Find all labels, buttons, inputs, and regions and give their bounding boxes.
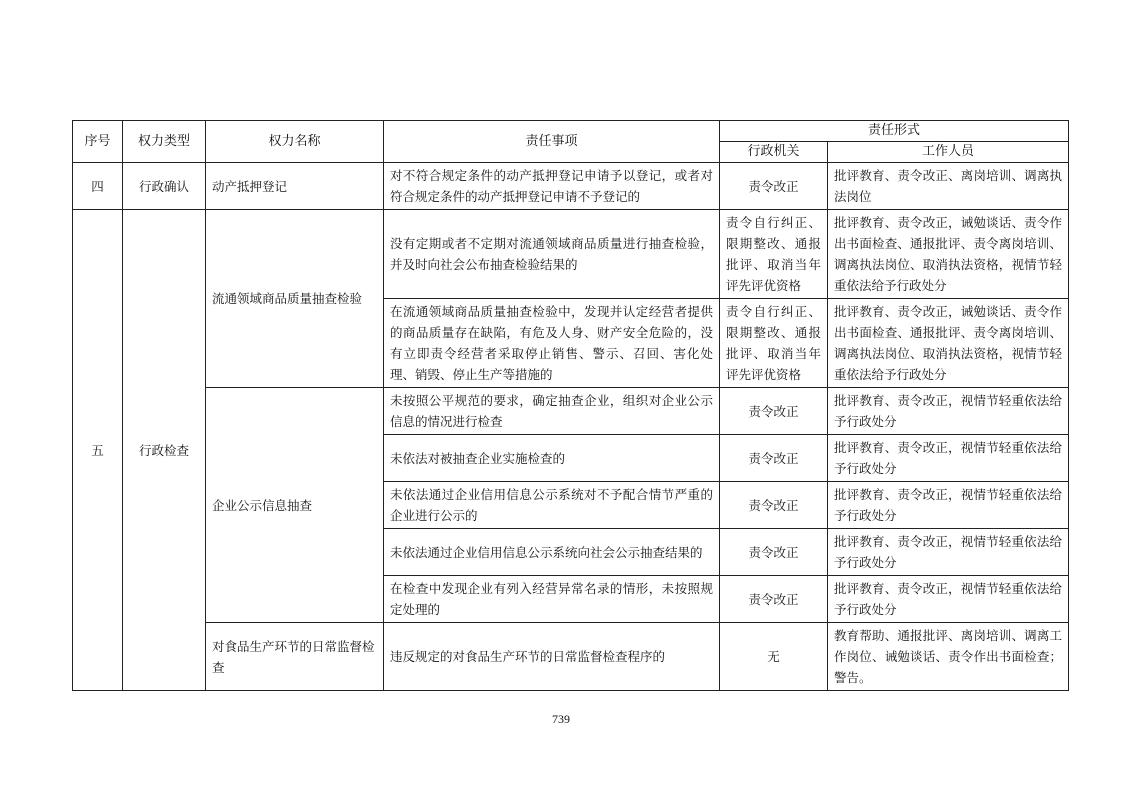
duty-cell: 未依法通过企业信用信息公示系统对不予配合情节严重的企业进行公示的 (384, 482, 720, 529)
power-type-cell: 行政确认 (123, 163, 206, 210)
duty-cell: 没有定期或者不定期对流通领域商品质量进行抽查检验，并及时向社会公布抽查检验结果的 (384, 210, 720, 299)
agency-cell: 责令改正 (720, 388, 828, 435)
staff-cell: 批评教育、责令改正，诫勉谈话、责令作出书面检查、通报批评、责令离岗培训、调离执法岗位、取消执法资格，视情节轻重依法给予行政处分 (828, 299, 1069, 388)
power-name-cell: 动产抵押登记 (206, 163, 384, 210)
seq-cell: 四 (73, 163, 123, 210)
staff-cell: 批评教育、责令改正，视情节轻重依法给予行政处分 (828, 576, 1069, 623)
header-agency: 行政机关 (720, 142, 828, 163)
table-row (73, 163, 1069, 210)
duty-cell: 未按照公平规范的要求，确定抽查企业，组织对企业公示信息的情况进行检查 (384, 388, 720, 435)
header-power-type: 权力类型 (123, 121, 206, 163)
duty-cell: 对不符合规定条件的动产抵押登记申请予以登记，或者对符合规定条件的动产抵押登记申请不予登记的 (384, 163, 720, 210)
header-form: 责任形式 (720, 121, 1069, 142)
seq-cell: 五 (73, 210, 123, 691)
power-type-cell: 行政检查 (123, 210, 206, 691)
duty-cell: 在流通领域商品质量抽查检验中，发现并认定经营者提供的商品质量存在缺陷，有危及人身、财产安全危险的，没有立即责令经营者采取停止销售、警示、召回、害化处理、销毁、停止生产等措施的 (384, 299, 720, 388)
table-row (73, 210, 1069, 299)
responsibility-table (72, 120, 1069, 691)
staff-cell: 批评教育、责令改正，视情节轻重依法给予行政处分 (828, 435, 1069, 482)
agency-cell: 无 (720, 623, 828, 691)
table-body (73, 163, 1069, 691)
header-duty: 责任事项 (384, 121, 720, 163)
staff-cell: 教育帮助、通报批评、离岗培训、调离工作岗位、诫勉谈话、责令作出书面检查；警告。 (828, 623, 1069, 691)
table-header (73, 121, 1069, 163)
power-name-cell: 对食品生产环节的日常监督检查 (206, 623, 384, 691)
agency-cell: 责令自行纠正、限期整改、通报批评、取消当年评先评优资格 (720, 299, 828, 388)
duty-cell: 违反规定的对食品生产环节的日常监督检查程序的 (384, 623, 720, 691)
power-name-cell: 企业公示信息抽查 (206, 388, 384, 623)
header-row-1 (73, 121, 1069, 142)
staff-cell: 批评教育、责令改正，视情节轻重依法给予行政处分 (828, 529, 1069, 576)
duty-cell: 在检查中发现企业有列入经营异常名录的情形，未按照规定处理的 (384, 576, 720, 623)
duty-cell: 未依法通过企业信用信息公示系统向社会公示抽查结果的 (384, 529, 720, 576)
staff-cell: 批评教育、责令改正，视情节轻重依法给予行政处分 (828, 482, 1069, 529)
agency-cell: 责令改正 (720, 163, 828, 210)
agency-cell: 责令改正 (720, 482, 828, 529)
agency-cell: 责令自行纠正、限期整改、通报批评、取消当年评先评优资格 (720, 210, 828, 299)
header-seq: 序号 (73, 121, 123, 163)
table-row (73, 623, 1069, 691)
table-row (73, 388, 1069, 435)
agency-cell: 责令改正 (720, 435, 828, 482)
duty-cell: 未依法对被抽查企业实施检查的 (384, 435, 720, 482)
staff-cell: 批评教育、责令改正，视情节轻重依法给予行政处分 (828, 388, 1069, 435)
header-staff: 工作人员 (828, 142, 1069, 163)
staff-cell: 批评教育、责令改正，诫勉谈话、责令作出书面检查、通报批评、责令离岗培训、调离执法岗位、取消执法资格，视情节轻重依法给予行政处分 (828, 210, 1069, 299)
header-power-name: 权力名称 (206, 121, 384, 163)
staff-cell: 批评教育、责令改正、离岗培训、调离执法岗位 (828, 163, 1069, 210)
power-name-cell: 流通领域商品质量抽查检验 (206, 210, 384, 388)
page-number: 739 (552, 712, 570, 726)
agency-cell: 责令改正 (720, 529, 828, 576)
agency-cell: 责令改正 (720, 576, 828, 623)
